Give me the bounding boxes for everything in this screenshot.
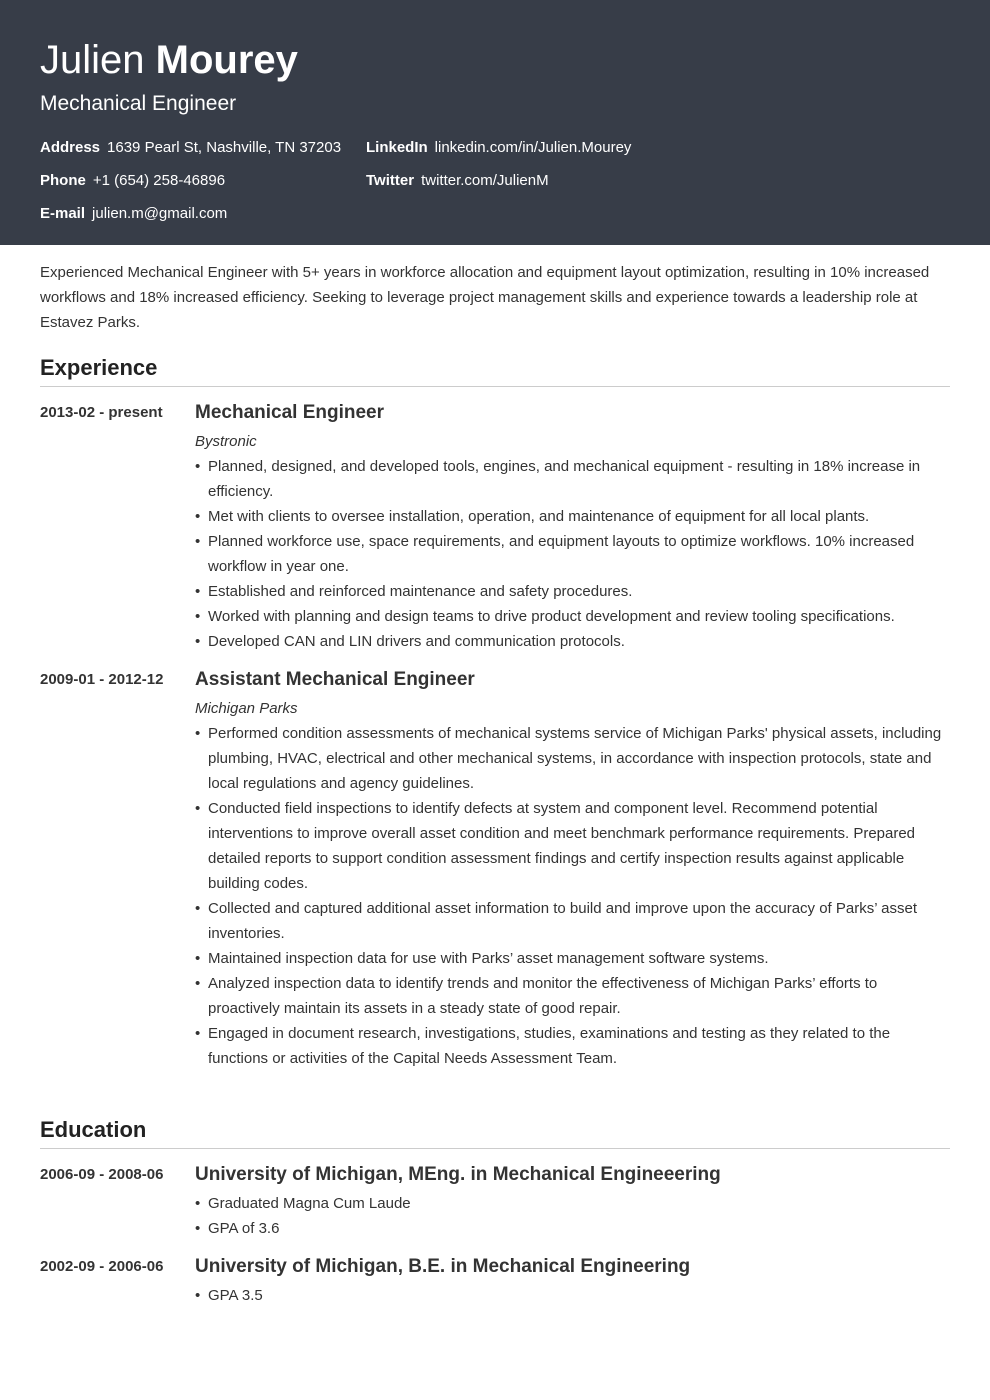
entry-body (195, 1254, 950, 1308)
bullet-list (195, 721, 950, 1071)
entry-title: University of Michigan, MEng. in Mechanical Engineeering (195, 1164, 721, 1185)
entry-body (195, 667, 950, 1071)
bullet-item: • Analyzed inspection data to identify trends and monitor the effectiveness of Michigan Parks’ efforts to proactively maintain its assets in a steady state of good repair. (195, 971, 950, 1021)
entry-title: Mechanical Engineer (195, 402, 385, 423)
entry-company: Bystronic (195, 433, 257, 450)
entry-company: Michigan Parks (195, 700, 298, 717)
bullet-list (195, 1191, 950, 1241)
last-name: Mourey (155, 38, 298, 82)
resume-body (0, 260, 990, 1308)
bullet-item: • Collected and captured additional asset information to build and improve upon the accuracy of Parks’ asset inventories. (195, 896, 950, 946)
bullet-item: • Worked with planning and design teams to drive product development and review tooling specifications. (195, 604, 950, 629)
contact-email (40, 203, 366, 236)
contact-value[interactable]: julien.m@gmail.com (92, 205, 228, 222)
contact-phone (40, 170, 366, 203)
contact-column-right (366, 137, 631, 236)
bullet-item: • Established and reinforced maintenance and safety procedures. (195, 579, 950, 604)
entry-title: University of Michigan, B.E. in Mechanical Engineering (195, 1256, 691, 1277)
bullet-item: • Maintained inspection data for use with Parks’ asset management software systems. (195, 946, 950, 971)
bullet-list (195, 1283, 950, 1308)
entry-title: Assistant Mechanical Engineer (195, 669, 475, 690)
education-entry (40, 1162, 950, 1241)
experience-entry (40, 667, 950, 1071)
bullet-item: • GPA of 3.6 (195, 1216, 950, 1241)
contact-address (40, 137, 366, 170)
contact-linkedin (366, 137, 631, 170)
contact-value: 1639 Pearl St, Nashville, TN 37203 (107, 139, 342, 156)
entry-date: 2013-02 - present (40, 404, 163, 421)
bullet-item: • Engaged in document research, investigations, studies, examinations and testing as they related to the functions or activities of the Capital Needs Assessment Team. (195, 1021, 950, 1071)
entry-date: 2009-01 - 2012-12 (40, 671, 164, 688)
education-entry (40, 1254, 950, 1308)
contact-label: LinkedIn (366, 139, 428, 156)
experience-entry (40, 400, 950, 654)
entry-body (195, 1162, 950, 1241)
contact-column-left (40, 137, 366, 236)
education-heading: Education (40, 1116, 950, 1149)
bullet-item: • Conducted field inspections to identify defects at system and component level. Recommend potential interventions to improve overall asset condition and meet benchmark performance requirements. Prepared detailed reports to support condition assessment findings and certify inspection results against applicable building codes. (195, 796, 950, 896)
entry-date: 2002-09 - 2006-06 (40, 1258, 164, 1275)
contact-value[interactable]: linkedin.com/in/Julien.Mourey (434, 139, 632, 156)
bullet-item: • Developed CAN and LIN drivers and communication protocols. (195, 629, 950, 654)
summary-text: Experienced Mechanical Engineer with 5+ years in workforce allocation and equipment layout optimization, resulting in 10% increased workflows and 18% increased efficiency. Seeking to leverage project management skills and experience towards a leadership role at Estavez Parks. (40, 264, 930, 331)
job-title: Mechanical Engineer (40, 92, 237, 115)
contact-label: Twitter (366, 172, 415, 189)
bullet-item: • Met with clients to oversee installation, operation, and maintenance of equipment for all local plants. (195, 504, 950, 529)
experience-heading: Experience (40, 354, 950, 387)
entry-body (195, 400, 950, 654)
resume-header (0, 0, 990, 245)
bullet-list (195, 454, 950, 654)
entry-date: 2006-09 - 2008-06 (40, 1166, 164, 1183)
bullet-item: • GPA 3.5 (195, 1283, 950, 1308)
candidate-name (40, 36, 950, 84)
bullet-item: • Planned, designed, and developed tools, engines, and mechanical equipment - resulting in 18% increase in efficiency. (195, 454, 950, 504)
bullet-item: • Graduated Magna Cum Laude (195, 1191, 950, 1216)
contact-label: Phone (40, 172, 86, 189)
contact-value[interactable]: twitter.com/JulienM (421, 172, 549, 189)
contact-label: E-mail (40, 205, 86, 222)
contact-info (40, 137, 950, 236)
contact-twitter (366, 170, 631, 203)
contact-label: Address (40, 139, 101, 156)
bullet-item: • Planned workforce use, space requirements, and equipment layouts to optimize workflows. 10% increased workflow in year one. (195, 529, 950, 579)
first-name: Julien (40, 38, 145, 82)
contact-value: +1 (654) 258-46896 (92, 172, 226, 189)
bullet-item: • Performed condition assessments of mechanical systems service of Michigan Parks' physical assets, including plumbing, HVAC, electrical and other mechanical systems, in accordance with inspection protocols, state and local regulations and agency guidelines. (195, 721, 950, 796)
